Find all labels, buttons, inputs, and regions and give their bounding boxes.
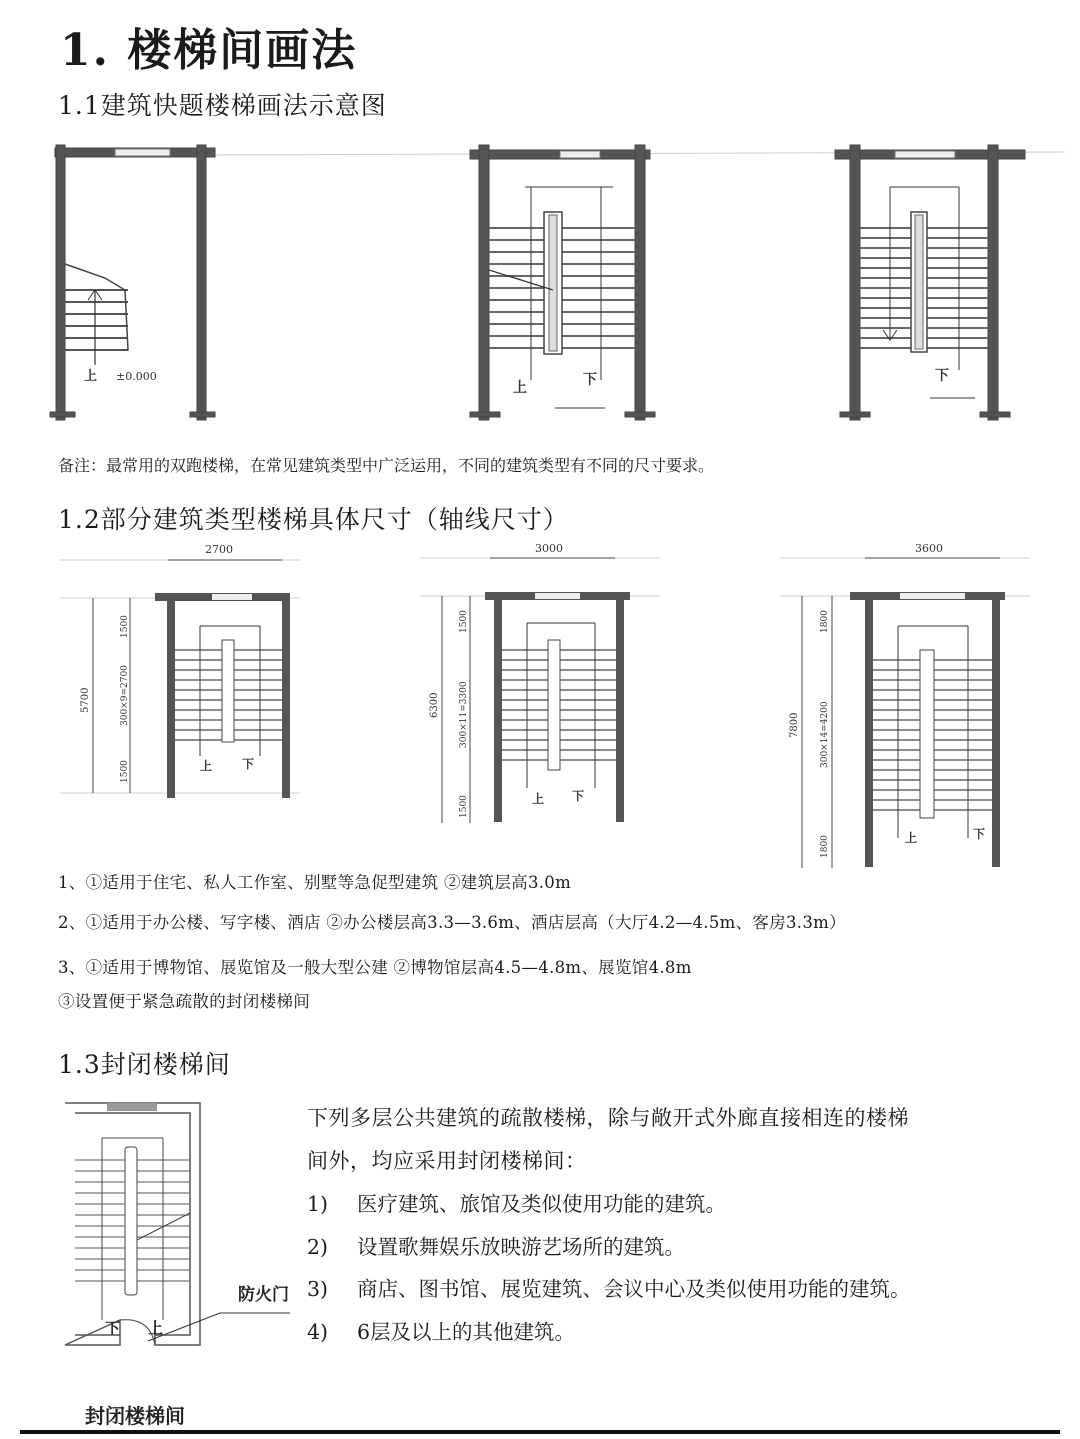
- up-label: 上: [532, 792, 545, 806]
- section-1-2-heading: 1.2部分建筑类型楼梯具体尺寸（轴线尺寸）: [58, 505, 569, 534]
- bottom-dimension: 1800: [820, 835, 830, 858]
- down-label: 下: [242, 757, 255, 771]
- spec-line-1: 1、①适用于住宅、私人工作室、别墅等急促型建筑 ②建筑层高3.0m: [58, 873, 572, 892]
- level-label: ±0.000: [116, 370, 157, 383]
- dimensioned-plan-3600: [780, 538, 1030, 868]
- list-item: 2) 设置歌舞娱乐放映游艺场所的建筑。: [307, 1235, 685, 1259]
- figure-caption: 封闭楼梯间: [85, 1404, 185, 1428]
- total-dimension: 7800: [789, 712, 800, 738]
- down-label: 下: [583, 372, 597, 388]
- up-label: 上: [148, 1319, 164, 1337]
- total-dimension: 5700: [80, 687, 91, 713]
- list-item: 1) 医疗建筑、旅馆及类似使用功能的建筑。: [307, 1192, 726, 1216]
- enclosed-stair-plan: [60, 1095, 300, 1435]
- stair-plan-double-run-ground: [465, 140, 665, 425]
- bottom-divider: [20, 1430, 1060, 1434]
- dimensioned-plan-3000: [420, 538, 660, 838]
- section-1-1-heading: 1.1建筑快题楼梯画法示意图: [58, 91, 387, 120]
- up-label: 上: [513, 380, 527, 396]
- page-title: 1. 楼梯间画法: [60, 25, 358, 76]
- spec-line-3: 3、①适用于博物馆、展览馆及一般大型公建 ②博物馆层高4.5—4.8m、展览馆4.8m: [58, 958, 692, 977]
- spec-line-4: ③设置便于紧急疏散的封闭楼梯间: [58, 992, 310, 1011]
- top-dimension: 1500: [459, 610, 469, 633]
- down-label: 下: [572, 789, 585, 803]
- run-dimension: 300×9=2700: [120, 665, 130, 726]
- note-text: 备注：最常用的双跑楼梯，在常见建筑类型中广泛运用，不同的建筑类型有不同的尺寸要求。: [58, 456, 715, 475]
- section-1-3-heading: 1.3封闭楼梯间: [58, 1050, 231, 1079]
- bottom-dimension: 1500: [120, 760, 130, 783]
- up-label: 上: [200, 759, 213, 773]
- intro-line-1: 下列多层公共建筑的疏散楼梯，除与敞开式外廊直接相连的楼梯: [307, 1106, 909, 1130]
- run-dimension: 300×11=3300: [459, 681, 469, 748]
- up-label: 上: [84, 369, 98, 384]
- width-dimension: 3600: [915, 542, 943, 555]
- list-item: 4) 6层及以上的其他建筑。: [307, 1320, 576, 1344]
- run-dimension: 300×14=4200: [820, 701, 830, 768]
- up-label: 上: [905, 831, 918, 845]
- down-label: 下: [105, 1319, 121, 1337]
- down-label: 下: [973, 827, 986, 841]
- list-item: 3) 商店、图书馆、展览建筑、会议中心及类似使用功能的建筑。: [307, 1277, 911, 1301]
- total-dimension: 6300: [429, 692, 440, 718]
- width-dimension: 3000: [535, 542, 563, 555]
- bottom-dimension: 1500: [459, 795, 469, 818]
- stair-plan-single-run: [50, 140, 230, 425]
- stair-plan-double-run-upper: [835, 140, 1035, 425]
- intro-line-2: 间外，均应采用封闭楼梯间：: [307, 1149, 587, 1173]
- width-dimension: 2700: [205, 543, 233, 556]
- top-dimension: 1500: [120, 615, 130, 638]
- spec-line-2: 2、①适用于办公楼、写字楼、酒店 ②办公楼层高3.3—3.6m、酒店层高（大厅4.2—4.5m、客房3.3m）: [58, 913, 846, 932]
- dimensioned-plan-2700: [60, 538, 300, 838]
- fire-door-callout: 防火门: [238, 1285, 289, 1305]
- top-dimension: 1800: [820, 610, 830, 633]
- down-label: 下: [935, 368, 949, 384]
